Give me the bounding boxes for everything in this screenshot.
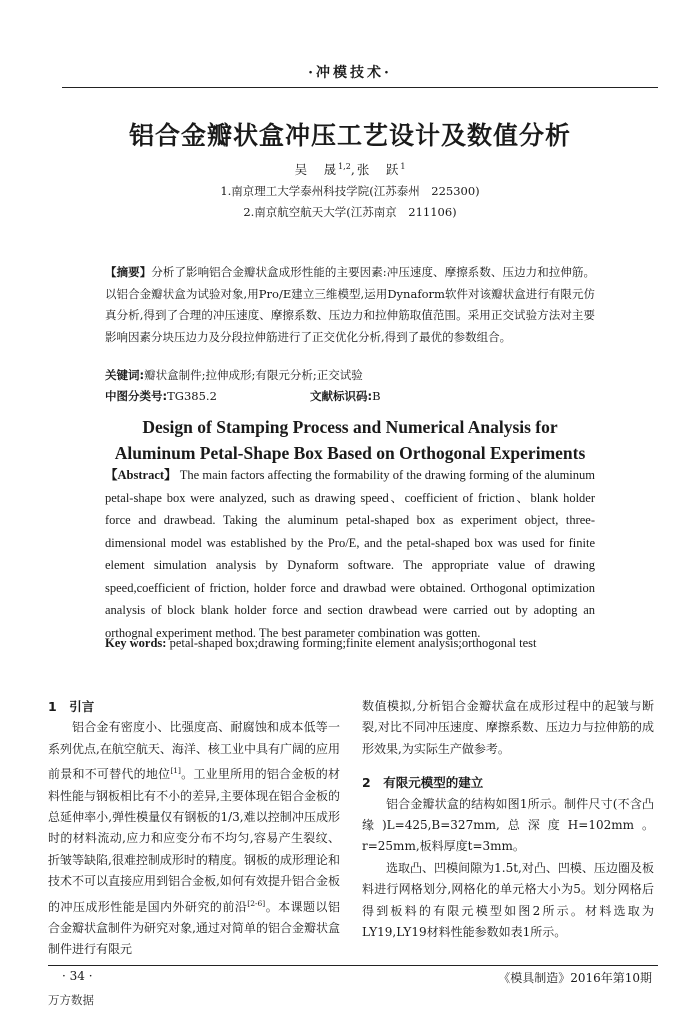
clc-value: TG385.2 — [167, 389, 217, 403]
keywords-zh — [105, 367, 595, 383]
title-en-line-1: Design of Stamping Process and Numerical Analysis for — [142, 417, 558, 437]
author-line — [0, 160, 700, 178]
keywords-en-text: petal-shaped box;drawing forming;finite element analysis;orthogonal test — [169, 636, 537, 650]
section-1-heading: 1 引言 — [48, 699, 95, 714]
doc-code — [310, 388, 381, 404]
footer-rule — [48, 965, 658, 966]
sec1-text-a: 铝合金有密度小、比强度高、耐腐蚀和成本低等一系列优点,在航空航天、海洋、核工业中具有广阔的应用前景和不可替代的地位 — [48, 720, 340, 782]
watermark: 万方数据 — [48, 993, 94, 1007]
sec1-text-b: 。工业里所用的铝合金板的材料性能与钢板相比有不小的差异,主要体现在铝合金板的总延伸率小,弹性模量仅有钢板的1/3,难以控制冲压成形时的材料流动,应力和应变分布不均匀,容易产生裂纹、折皱等缺陷,很难控制成形时的精度。钢板的成形理论和技术不可以直接应用到铝合金板,如何有效提升铝合金板的冲压成形性能是国内外研究的前沿 — [48, 767, 340, 914]
abstract-zh — [105, 262, 595, 348]
section-1-paragraph — [48, 717, 340, 960]
author-1: 吴 晟 — [294, 162, 339, 177]
section-2-paragraph-1: 铝合金瓣状盒的结构如图1所示。制件尺寸(不含凸缘)L=425,B=327mm,总深度H=102mm。r=25mm,板料厚度t=3mm。 — [362, 796, 654, 854]
body-column-right — [362, 696, 654, 943]
author-separator: , — [350, 162, 357, 177]
section-2-heading: 2 有限元模型的建立 — [362, 775, 484, 791]
abstract-zh-label: 【摘要】 — [105, 265, 152, 279]
citation-2-6: [2-6] — [247, 898, 266, 908]
author-2: 张 跃 — [356, 162, 401, 177]
affiliation-1: 1.南京理工大学泰州科技学院(江苏泰州 225300) — [220, 184, 480, 198]
author-2-affil: 1 — [400, 161, 406, 171]
abstract-en — [105, 464, 595, 644]
title-en-line-2: Aluminum Petal-Shape Box Based on Orthogonal Experiments — [114, 443, 586, 463]
doc-code-value: B — [372, 389, 381, 403]
section-1-continued: 数值模拟,分析铝合金瓣状盒在成形过程中的起皱与断裂,对比不同冲压速度、摩擦系数、压边力与拉伸筋的成形效果,为实际生产做参考。 — [362, 699, 654, 756]
body-column-left — [48, 696, 340, 961]
journal-citation: 《模具制造》2016年第10期 — [498, 971, 652, 985]
page-number: · 34 · — [62, 969, 93, 983]
clc-label: 中图分类号: — [105, 389, 168, 403]
classification-line — [105, 388, 595, 404]
keywords-zh-text: 瓣状盒制件;拉伸成形;有限元分析;正交试验 — [144, 368, 363, 382]
author-1-affil: 1,2 — [338, 161, 351, 171]
keywords-en-label: Key words: — [105, 636, 167, 650]
header-rule — [62, 87, 658, 88]
abstract-zh-text: 分析了影响铝合金瓣状盒成形性能的主要因素:冲压速度、摩擦系数、压边力和拉伸筋。以铝合金瓣状盒为试验对象,用Pro/E建立三维模型,运用Dynaform软件对该瓣状盒进行有限元仿真分析,得到了合理的冲压速度、摩擦系数、压边力和拉伸筋取值范围。采用正交试验方法对主要影响因素分块压边力及分段拉伸筋进行了正交优化分析,得到了最优的参数组合。 — [105, 265, 596, 344]
abstract-en-text: The main factors affecting the formability of the drawing forming of the aluminum petal-shape box were analyzed, such as drawing speed、coefficient of friction、blank holder force and drawbead. Taking the aluminum petal-shaped box as experiment object, three-dimensional model was established by the Pro/E, and the petal-shaped box was used for finite element simulation analysis by Dynaform software. The appropriate value of drawing speed,coefficient of friction, holder force and drawbad were obtained. Orthogonal optimization analysis of block blank holder force and section drawbead were carried out by adopting an orthognal experiment method. The best parameter combination was gotten. — [105, 468, 596, 640]
paper-title-zh: 铝合金瓣状盒冲压工艺设计及数值分析 — [128, 121, 571, 150]
keywords-zh-label: 关键词: — [105, 368, 145, 382]
keywords-en — [105, 636, 595, 651]
abstract-en-label: 【Abstract】 — [105, 468, 177, 482]
running-head: ·冲模技术· — [308, 65, 392, 81]
sec1-text-c: 。本课题以铝合金瓣状盒制件为研究对象,通过对简单的铝合金瓣状盒制件进行有限元 — [48, 899, 340, 957]
paper-title-en — [0, 414, 700, 466]
affiliation-2: 2.南京航空航天大学(江苏南京 211106) — [243, 205, 457, 219]
doc-code-label: 文献标识码: — [310, 389, 373, 403]
section-2-paragraph-2: 选取凸、凹模间隙为1.5t,对凸、凹模、压边圈及板料进行网格划分,网格化的单元格大小为5。划分网格后得到板料的有限元模型如图2所示。材料选取为LY19,LY19材料性能参数如表1所示。 — [362, 860, 654, 940]
citation-1: [1] — [170, 766, 181, 776]
